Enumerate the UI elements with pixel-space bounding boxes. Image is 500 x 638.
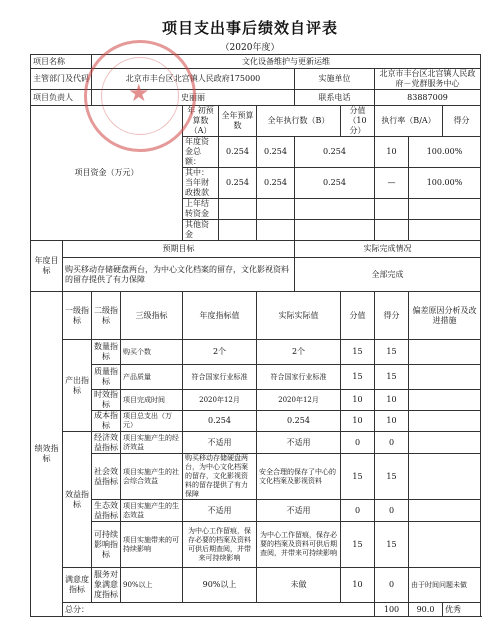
row-weight: 15: [341, 365, 375, 390]
row-k3: 项目实施产生的生态效益: [121, 500, 183, 522]
row-score: 0: [375, 500, 409, 522]
value-person: 史丽丽: [92, 90, 295, 106]
row-score: 10: [375, 390, 409, 411]
row-score: 10: [375, 411, 409, 432]
value-phone: 83887009: [375, 90, 481, 106]
label-social: 社会效益指标: [92, 454, 121, 500]
header-score-weight: 分值（10分）: [341, 106, 375, 137]
row-score: 15: [375, 454, 409, 500]
row-score: 15: [375, 365, 409, 390]
row-target: 0.254: [183, 411, 257, 432]
label-annual-goal: 年度目标: [31, 241, 63, 292]
evaluation-table: [30, 54, 481, 617]
fiscal-full: 0.254: [257, 168, 295, 199]
label-actual: 实际完成情况: [295, 241, 481, 258]
header-l1: 一级指标: [63, 292, 92, 340]
row-reason: [409, 411, 481, 432]
row-actual: 0.254: [257, 411, 341, 432]
header-actual-value: 实际实际值: [257, 292, 341, 340]
row-actual: 未做: [257, 568, 341, 603]
label-quality: 质量指标: [92, 365, 121, 390]
row-actual: 不适用: [257, 432, 341, 454]
row-target: 不适用: [183, 432, 257, 454]
label-sustain: 可持续影响指标: [92, 522, 121, 568]
annual-weight: 10: [375, 137, 409, 168]
label-expected: 预期目标: [63, 241, 295, 258]
row-reason: [409, 522, 481, 568]
seal-star-icon: ★: [128, 79, 150, 107]
header-target: 年度指标值: [183, 292, 257, 340]
header-l2: 二级指标: [92, 292, 121, 340]
label-benefit: 效益指标: [63, 432, 92, 568]
total-score: 90.0: [409, 603, 443, 617]
goal-expected: 购买移动存储硬盘两台，为中心文化档案的留存，文化影视资料的留存提供了有力保障: [63, 258, 295, 292]
annual-b: 0.254: [295, 137, 375, 168]
label-unit: 实施单位: [295, 69, 375, 90]
label-quantity: 数量指标: [92, 340, 121, 365]
row-k3: 项目完成时间: [121, 390, 183, 411]
header-exec-rate: 执行率（B/A）: [375, 106, 443, 137]
header-full-budget: 全年预算数: [219, 106, 257, 137]
row-k3: 购买个数: [121, 340, 183, 365]
row-actual: 安全合理的保存了中心的文化档案及影视资料: [257, 454, 341, 500]
row-weight: 10: [341, 568, 375, 603]
fiscal-weight: —: [375, 168, 409, 199]
label-economic: 经济效益指标: [92, 432, 121, 454]
total-grade: 优秀: [443, 603, 481, 617]
label-carryover: 上年结转资金: [183, 199, 219, 220]
header-score: 得分: [443, 106, 481, 137]
row-weight: 10: [341, 390, 375, 411]
row-score: 0: [375, 568, 409, 603]
goal-actual: 全部完成: [295, 258, 481, 292]
row-actual: 2020年12月: [257, 390, 341, 411]
label-project-name: 项目名称: [31, 55, 92, 69]
header-pts: 得分: [375, 292, 409, 340]
report-year: （2020年度）: [220, 43, 280, 53]
row-score: 15: [375, 522, 409, 568]
label-phone: 联系电话: [295, 90, 375, 106]
row-target: 为中心工作留痕，保存必要的档案及资料可供后期查阅，并带来可持续影响: [183, 522, 257, 568]
label-service: 服务对象满意度指标: [92, 568, 121, 603]
label-department: 主管部门及代码: [31, 69, 92, 90]
row-score: 0: [375, 432, 409, 454]
label-other: 其他资金: [183, 220, 219, 241]
label-annual-funds: 年度资金总额：: [183, 137, 219, 168]
value-department: 北京市丰台区北宫镇人民政府175000: [92, 69, 295, 90]
row-weight: 0: [341, 432, 375, 454]
label-fiscal: 其中：当年财政拨款: [183, 168, 219, 199]
label-total: 总分：: [63, 603, 375, 617]
annual-rate: 100.00%: [409, 137, 481, 168]
row-target: 2个: [183, 340, 257, 365]
row-weight: 15: [341, 522, 375, 568]
header-reason: 偏差原因分析及改进措施: [409, 292, 481, 340]
row-target: 2020年12月: [183, 390, 257, 411]
row-reason: [409, 454, 481, 500]
page-title: 项目支出事后绩效自评表: [161, 19, 338, 37]
fiscal-b: 0.254: [295, 168, 375, 199]
row-actual: 符合国家行业标准: [257, 365, 341, 390]
row-k3: 90%以上: [121, 568, 183, 603]
row-reason: [409, 432, 481, 454]
row-actual: 2个: [257, 340, 341, 365]
fiscal-rate: 100.00%: [409, 168, 481, 199]
row-score: 15: [375, 340, 409, 365]
row-k3: 项目实施产生的经济效益: [121, 432, 183, 454]
row-target: 符合国家行业标准: [183, 365, 257, 390]
label-perf: 绩效指标: [31, 292, 63, 617]
row-actual: 不适用: [257, 500, 341, 522]
row-k3: 项目实施产生的社会综合效益: [121, 454, 183, 500]
row-k3: 项目实施带来的可持续影响: [121, 522, 183, 568]
row-weight: 10: [341, 411, 375, 432]
row-target: 购买移动存储硬盘两台，为中心文化档案的留存，文化影视资料的留存提供了有力保障: [183, 454, 257, 500]
label-cost: 成本指标: [92, 411, 121, 432]
header-annual-budget: 年 初预算数（A）: [183, 106, 219, 137]
row-actual: 为中心工作留痕，保存必要的档案及资料可供后期查阅，并带来可持续影响: [257, 522, 341, 568]
row-weight: 15: [341, 454, 375, 500]
row-k3: 产品质量: [121, 365, 183, 390]
label-satisfaction: 满意度指标: [63, 568, 92, 603]
row-target: 不适用: [183, 500, 257, 522]
fiscal-a: 0.254: [219, 168, 257, 199]
header-l3: 三级指标: [121, 292, 183, 340]
label-funds: 项目资金（万元）: [31, 106, 183, 241]
total-weight: 100: [375, 603, 409, 617]
annual-a: 0.254: [219, 137, 257, 168]
label-person: 项目负责人: [31, 90, 92, 106]
row-reason: [409, 500, 481, 522]
value-project-name: 文化设备维护与更新运维: [92, 55, 481, 69]
header-executed: 全年执行数（B）: [257, 106, 341, 137]
row-reason: 由于时间问题未做: [409, 568, 481, 603]
label-timely: 时效指标: [92, 390, 121, 411]
row-weight: 0: [341, 500, 375, 522]
row-k3: 项目总支出（万元）: [121, 411, 183, 432]
row-reason: [409, 390, 481, 411]
value-unit: 北京市丰台区北宫镇人民政府－党群服务中心: [375, 69, 481, 90]
row-weight: 15: [341, 340, 375, 365]
header-weight: 分值: [341, 292, 375, 340]
row-reason: [409, 365, 481, 390]
label-ecological: 生态效益指标: [92, 500, 121, 522]
annual-full: 0.254: [257, 137, 295, 168]
row-reason: [409, 340, 481, 365]
row-target: 90%以上: [183, 568, 257, 603]
label-output: 产出指标: [63, 340, 92, 432]
